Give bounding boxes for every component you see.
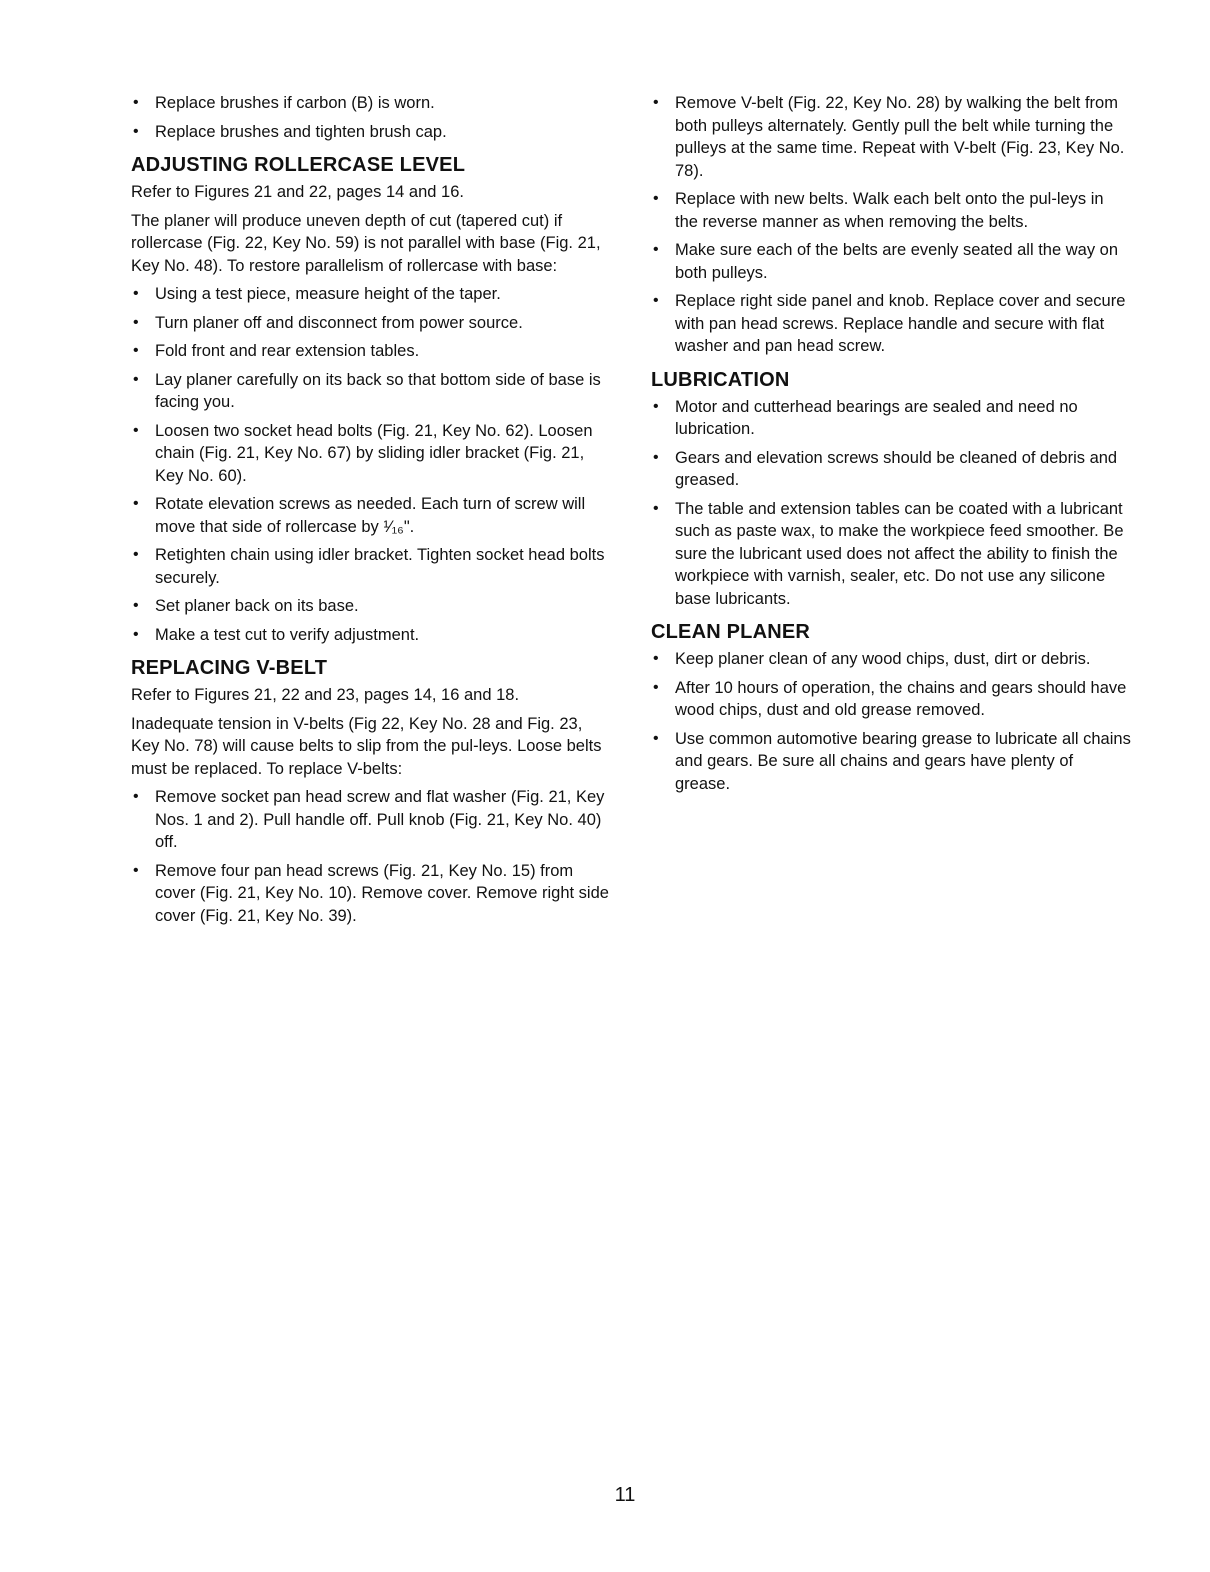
list-item: • After 10 hours of operation, the chains and gears should have wood chips, dust and old grease removed. bbox=[651, 677, 1131, 722]
list-item: • Using a test piece, measure height of the taper. bbox=[131, 283, 611, 306]
section-heading-clean-planer: CLEAN PLANER bbox=[651, 621, 811, 643]
list-item: • Turn planer off and disconnect from power source. bbox=[131, 312, 611, 335]
paragraph: Refer to Figures 21 and 22, pages 14 and 16. bbox=[131, 183, 464, 201]
list-item: • Replace with new belts. Walk each belt onto the pul-leys in the reverse manner as when removing the belts. bbox=[651, 188, 1131, 233]
list-item: • Loosen two socket head bolts (Fig. 21, Key No. 62). Loosen chain (Fig. 21, Key No. 67) by sliding idler bracket (Fig. 21, Key No. 60). bbox=[131, 420, 611, 488]
list-item: • Remove socket pan head screw and flat washer (Fig. 21, Key Nos. 1 and 2). Pull handle off. Pull knob (Fig. 21, Key No. 40) off. bbox=[131, 786, 611, 854]
page-number: 11 bbox=[614, 1484, 636, 1506]
list-item: • Motor and cutterhead bearings are sealed and need no lubrication. bbox=[651, 396, 1131, 441]
clean-planer-bullet-list bbox=[651, 648, 1131, 795]
list-item: • Keep planer clean of any wood chips, dust, dirt or debris. bbox=[651, 648, 1131, 671]
list-item: • Set planer back on its base. bbox=[131, 595, 611, 618]
list-item: • The table and extension tables can be coated with a lubricant such as paste wax, to make the workpiece feed smoother. Be sure the lubricant used does not affect the ability to finish the workpiece with varnish, sealer, etc. Do not use any silicone base lubricants. bbox=[651, 498, 1131, 611]
list-item: • Retighten chain using idler bracket. Tighten socket head bolts securely. bbox=[131, 544, 611, 589]
list-item: • Rotate elevation screws as needed. Each turn of screw will move that side of rollercase by ¹⁄₁₆". bbox=[131, 493, 611, 538]
vbelt-continued-bullet-list bbox=[651, 92, 1131, 358]
list-item: • Fold front and rear extension tables. bbox=[131, 340, 611, 363]
list-item: • Remove four pan head screws (Fig. 21, Key No. 15) from cover (Fig. 21, Key No. 10). Remove cover. Remove right side cover (Fig. 21, Key No. 39). bbox=[131, 860, 611, 928]
section-heading-rollercase: ADJUSTING ROLLERCASE LEVEL bbox=[131, 154, 466, 176]
list-item: • Replace right side panel and knob. Replace cover and secure with pan head screws. Replace handle and secure with flat washer and pan head screw. bbox=[651, 290, 1131, 358]
paragraph: The planer will produce uneven depth of cut (tapered cut) if rollercase (Fig. 22, Key No. 59) is not parallel with base (Fig. 21, Key No. 48). To restore parallelism of rollercase with base: bbox=[131, 211, 601, 275]
vbelt-bullet-list bbox=[131, 786, 611, 927]
list-item: • Make a test cut to verify adjustment. bbox=[131, 624, 611, 647]
list-item: • Replace brushes if carbon (B) is worn. bbox=[131, 92, 611, 115]
brush-bullet-list bbox=[131, 92, 611, 143]
lubrication-bullet-list bbox=[651, 396, 1131, 611]
list-item: • Lay planer carefully on its back so that bottom side of base is facing you. bbox=[131, 369, 611, 414]
section-heading-lubrication: LUBRICATION bbox=[651, 368, 790, 391]
list-item: • Remove V-belt (Fig. 22, Key No. 28) by walking the belt from both pulleys alternately. Gently pull the belt while turning the pulleys at the same time. Repeat with V-belt (Fig. 23, Key No. 78). bbox=[651, 92, 1131, 182]
paragraph: Inadequate tension in V-belts (Fig 22, Key No. 28 and Fig. 23, Key No. 78) will cause belts to slip from the pul-leys. Loose belts must be replaced. To replace V-belts: bbox=[131, 714, 602, 778]
list-item: • Replace brushes and tighten brush cap. bbox=[131, 121, 611, 144]
list-item: • Make sure each of the belts are evenly seated all the way on both pulleys. bbox=[651, 239, 1131, 284]
list-item: • Use common automotive bearing grease to lubricate all chains and gears. Be sure all chains and gears have plenty of grease. bbox=[651, 728, 1131, 796]
paragraph: Refer to Figures 21, 22 and 23, pages 14, 16 and 18. bbox=[131, 686, 520, 704]
right-column bbox=[651, 92, 1131, 805]
left-column bbox=[131, 92, 611, 937]
section-heading-vbelt: REPLACING V-BELT bbox=[131, 657, 328, 679]
list-item: • Gears and elevation screws should be cleaned of debris and greased. bbox=[651, 447, 1131, 492]
rollercase-bullet-list bbox=[131, 283, 611, 646]
